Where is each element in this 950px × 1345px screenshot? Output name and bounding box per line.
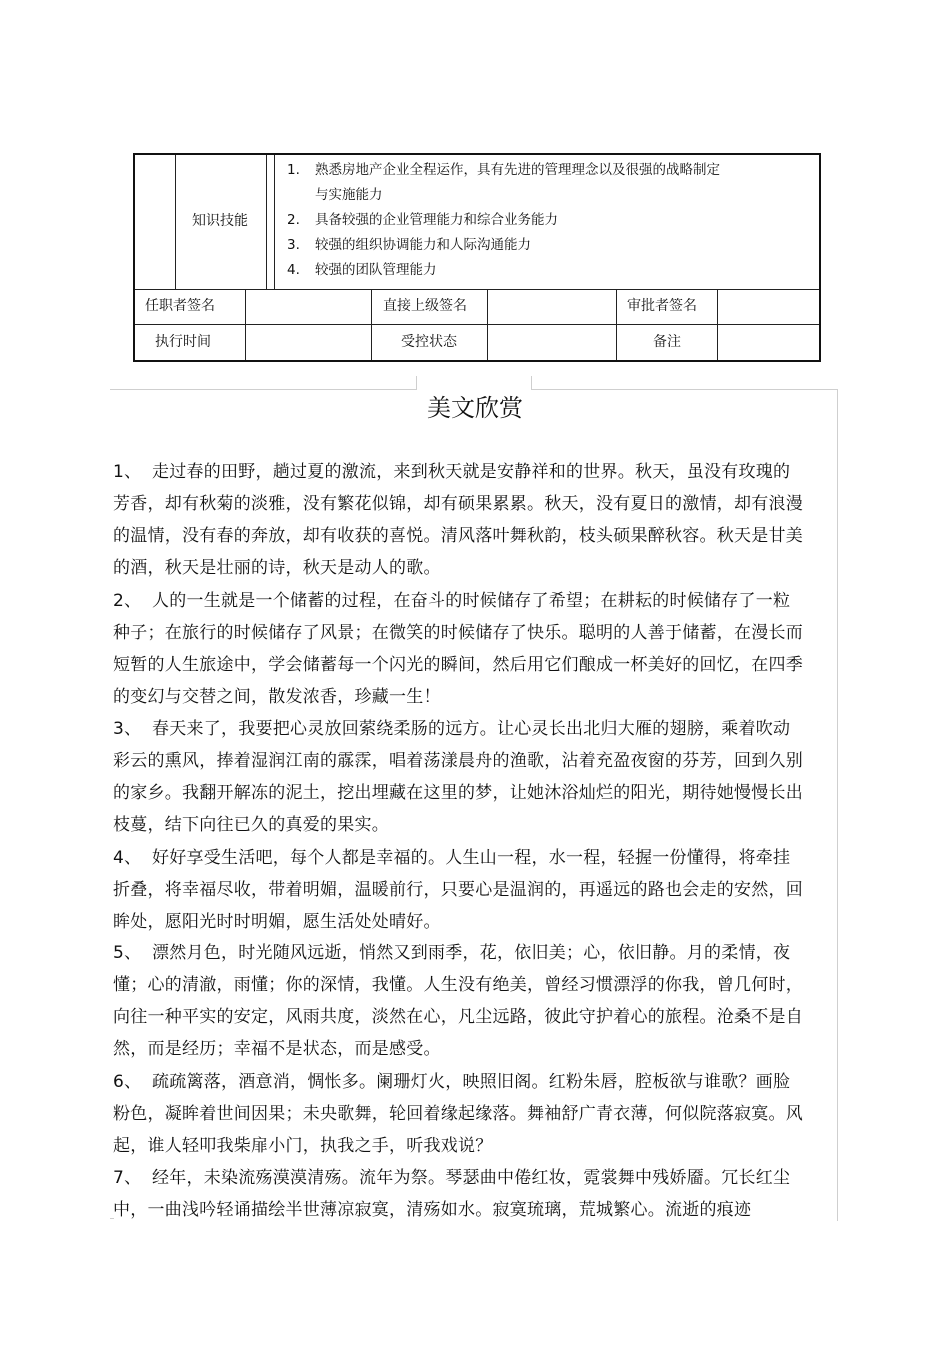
skill-item <box>287 211 558 229</box>
paragraph-number: 2、 <box>113 591 142 611</box>
skill-number: 3. <box>287 237 300 253</box>
skill-number: 1. <box>287 162 300 178</box>
table-divider <box>717 289 718 360</box>
essay-paragraph-2 <box>113 585 803 713</box>
holder-signature-label: 任职者签名 <box>145 298 215 314</box>
table-divider <box>245 289 246 360</box>
paragraph-number: 7、 <box>113 1168 142 1188</box>
essay-paragraph-4 <box>113 842 803 938</box>
paragraph-text: 走过春的田野，趟过夏的激流，来到秋天就是安静祥和的世界。秋天，虽没有玫瑰的芳香，却有秋菊的淡雅，没有繁花似锦，却有硕果累累。秋天，没有夏日的激情，却有浪漫的温情，没有春的奔放，却有收获的喜悦。清风落叶舞秋韵，枝头硕果醉秋容。秋天是甘美的酒，秋天是壮丽的诗，秋天是动人的歌。 <box>113 462 803 578</box>
skill-text: 熟悉房地产企业全程运作，具有先进的管理理念以及很强的战略制定 <box>315 162 720 178</box>
superior-signature-value[interactable] <box>495 297 610 315</box>
skill-number: 2. <box>287 212 300 228</box>
paragraph-number: 6、 <box>113 1072 142 1092</box>
control-status-label: 受控状态 <box>401 334 457 350</box>
table-divider <box>487 289 488 360</box>
table-divider <box>616 289 617 360</box>
paragraph-text: 疏疏篱落，酒意消，惆怅多。阑珊灯火，映照旧阁。红粉朱唇，腔板欲与谁歌？画脸粉色，凝眸着世间因果；未央歌舞，轮回着缘起缘落。舞袖舒广青衣薄，何似院落寂寞。风起，谁人轻叩我柴扉小门，执我之手，听我戏说？ <box>113 1072 803 1156</box>
skill-item <box>287 236 531 254</box>
table-divider <box>371 289 372 360</box>
job-description-table <box>133 153 821 362</box>
holder-signature-value[interactable] <box>255 297 365 315</box>
paragraph-text: 经年，未染流殇漠漠清殇。流年为祭。琴瑟曲中倦红妆，霓裳舞中残娇靥。冗长红尘中，一曲浅吟轻诵描绘半世薄凉寂寞，清殇如水。寂寞琉璃，荒城繁心。流逝的痕迹 <box>113 1168 791 1220</box>
frame-border <box>531 376 532 390</box>
frame-border <box>110 389 417 390</box>
remarks-value[interactable] <box>725 333 815 351</box>
essay-paragraph-3 <box>113 713 803 841</box>
approver-signature-label: 审批者签名 <box>627 298 697 314</box>
paragraph-text: 好好享受生活吧，每个人都是幸福的。人生山一程，水一程，轻握一份懂得，将牵挂折叠，将幸福尽收，带着明媚，温暖前行，只要心是温润的，再遥远的路也会走的安然，回眸处，愿阳光时时明媚，愿生活处处晴好。 <box>113 848 803 932</box>
essay-paragraph-7 <box>113 1162 803 1226</box>
skill-text: 具备较强的企业管理能力和综合业务能力 <box>315 212 558 228</box>
frame-border <box>416 376 417 390</box>
paragraph-text: 漂然月色，时光随风远逝，悄然又到雨季，花，依旧美；心，依旧静。月的柔情，夜懂；心的清澈，雨懂；你的深情，我懂。人生没有绝美，曾经习惯漂浮的你我，曾几何时，向往一种平实的安定，风雨共度，淡然在心，凡尘远路，彼此守护着心的旅程。沧桑不是自然，而是经历；幸福不是状态，而是感受。 <box>113 943 803 1059</box>
skill-text: 较强的团队管理能力 <box>315 262 437 278</box>
skill-item <box>287 261 437 279</box>
essay-paragraph-5 <box>113 937 803 1065</box>
execution-time-value[interactable] <box>255 333 365 351</box>
essay-title: 美文欣赏 <box>427 394 523 422</box>
table-divider <box>266 155 267 289</box>
remarks-label: 备注 <box>653 334 681 350</box>
frame-border <box>837 389 838 1221</box>
table-divider <box>175 155 176 289</box>
paragraph-text: 人的一生就是一个储蓄的过程，在奋斗的时候储存了希望；在耕耘的时候储存了一粒种子；在旅行的时候储存了风景；在微笑的时候储存了快乐。聪明的人善于储蓄，在漫长而短暂的人生旅途中，学会储蓄每一个闪光的瞬间，然后用它们酿成一杯美好的回忆，在四季的变幻与交替之间，散发浓香，珍藏一生！ <box>113 591 803 707</box>
essay-paragraph-1 <box>113 456 803 584</box>
skill-item <box>287 161 720 179</box>
control-status-value[interactable] <box>495 333 610 351</box>
table-divider <box>274 155 275 289</box>
superior-signature-label: 直接上级签名 <box>383 298 467 314</box>
paragraph-number: 3、 <box>113 719 142 739</box>
frame-border <box>531 389 837 390</box>
skill-text: 较强的组织协调能力和人际沟通能力 <box>315 237 531 253</box>
paragraph-number: 1、 <box>113 462 142 482</box>
paragraph-number: 4、 <box>113 848 142 868</box>
paragraph-text: 春天来了，我要把心灵放回萦绕柔肠的远方。让心灵长出北归大雁的翅膀，乘着吹动彩云的熏风，捧着湿润江南的霡霂，唱着荡漾晨舟的渔歌，沾着充盈夜窗的芬芳，回到久别的家乡。我翻开解冻的泥土，挖出埋藏在这里的梦，让她沐浴灿烂的阳光，期待她慢慢长出枝蔓，结下向往已久的真爱的果实。 <box>113 719 803 835</box>
skill-text-continued: 与实施能力 <box>315 187 383 203</box>
essay-paragraph-6 <box>113 1066 803 1162</box>
knowledge-skills-label: 知识技能 <box>192 213 248 229</box>
paragraph-number: 5、 <box>113 943 142 963</box>
execution-time-label: 执行时间 <box>155 334 211 350</box>
skill-number: 4. <box>287 262 300 278</box>
approver-signature-value[interactable] <box>725 297 815 315</box>
